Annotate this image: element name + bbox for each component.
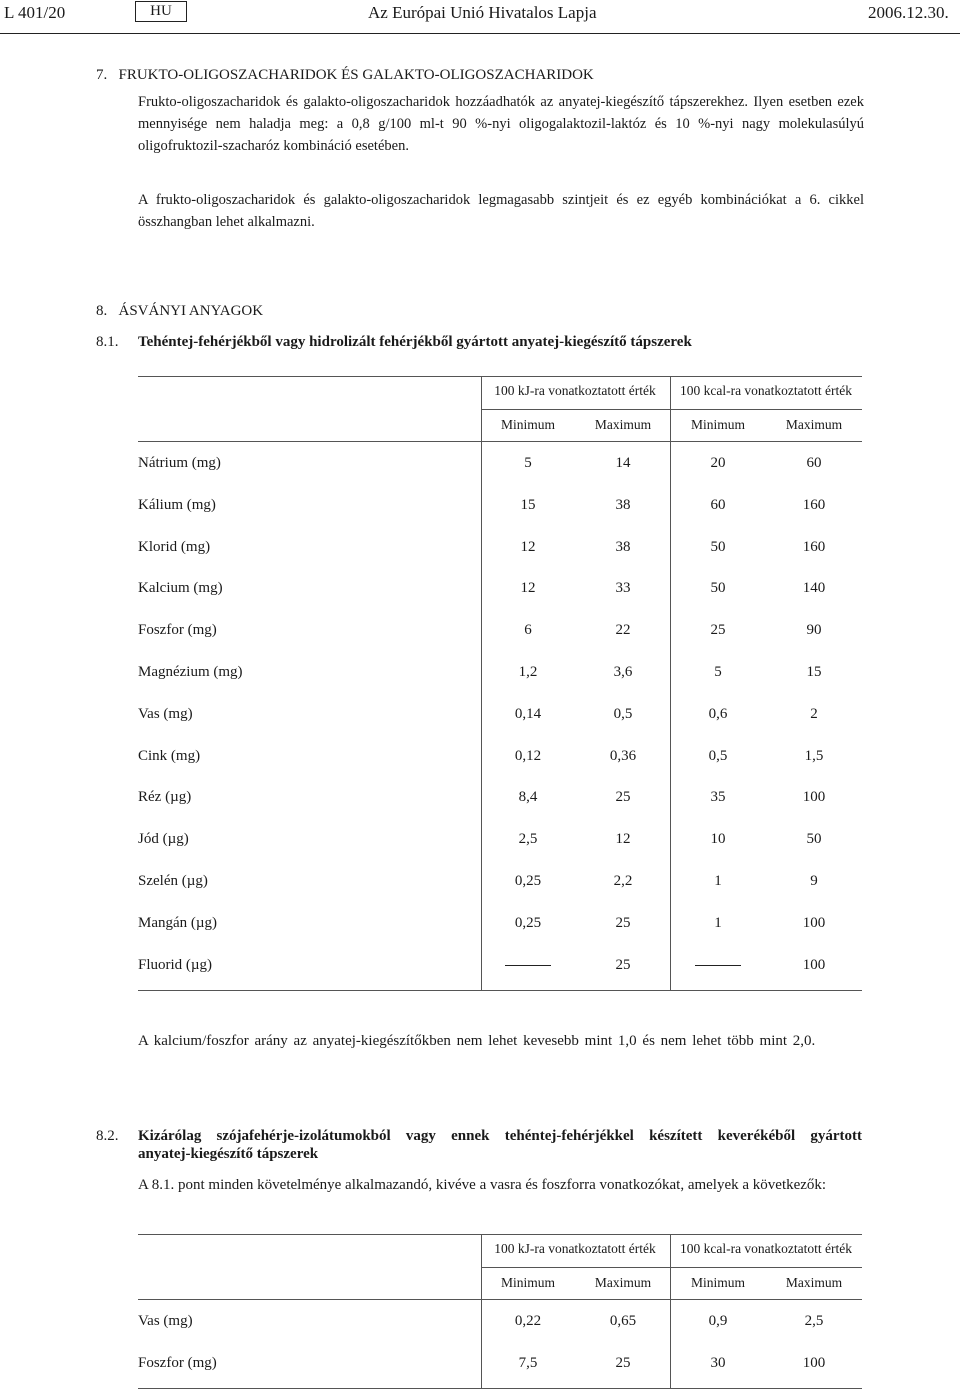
- calcium-phosphorus-note: A kalcium/foszfor arány az anyatej-kiegészítőkben nem lehet kevesebb mint 1,0 és nem lehet több mint 2,0.: [138, 1033, 816, 1049]
- table-cell: 0,9: [708, 1313, 728, 1329]
- language-badge: HU: [135, 1, 187, 22]
- table-cell: 2,5: [518, 831, 538, 848]
- table-cell: 0,5: [708, 747, 728, 764]
- table-cell: 0,22: [514, 1313, 542, 1329]
- column-header: Maximum: [594, 417, 652, 432]
- empty-value-dash: [505, 965, 551, 966]
- table-cell: 20: [710, 455, 726, 471]
- table-cell: 35: [710, 789, 726, 806]
- table-cell: 3,6: [613, 664, 633, 680]
- table-cell: 38: [615, 538, 631, 555]
- subsection-8-2-paragraph: A 8.1. pont minden követelménye alkalmazandó, kivéve a vasra és foszforra vonatkozókat, amelyek a következők:: [138, 1177, 827, 1193]
- row-label: Magnézium (mg): [138, 664, 243, 680]
- row-label: Vas (mg): [138, 1313, 193, 1329]
- table-header-bottom-rule: [138, 1299, 862, 1300]
- table-cell: 25: [710, 622, 726, 639]
- table-group-rule: [670, 376, 671, 990]
- table-cell: 22: [615, 622, 631, 639]
- table-column-rule: [481, 1234, 482, 1388]
- table-cell: 0,6: [708, 705, 728, 722]
- table-cell: 0,12: [514, 747, 542, 764]
- table-cell: 0,36: [609, 747, 637, 764]
- table-cell: 12: [615, 831, 631, 848]
- column-header: Maximum: [785, 417, 843, 432]
- table-cell: 1: [714, 873, 722, 889]
- row-label: Klorid (mg): [138, 538, 211, 555]
- table-cell: 8,4: [518, 789, 538, 806]
- column-header: Maximum: [785, 1275, 843, 1290]
- column-header: Minimum: [690, 1275, 745, 1290]
- section-7-paragraph-2: A frukto-oligoszacharidok és galakto-oligoszacharidok legmagasabb szintjeit és ez egyéb kombinációkat a 6. cikkel összhangban lehet alkalmazni.: [138, 192, 864, 230]
- row-label: Mangán (µg): [138, 914, 218, 931]
- table-header-rule: [481, 1267, 862, 1268]
- table-column-rule: [481, 376, 482, 990]
- row-label: Fluorid (µg): [138, 956, 213, 973]
- table-cell: 2,2: [613, 873, 633, 889]
- row-label: Kálium (mg): [138, 496, 216, 513]
- table-cell: 30: [710, 1355, 726, 1371]
- row-label: Kalcium (mg): [138, 580, 223, 597]
- group-header: 100 kJ-ra vonatkoztatott érték: [494, 1241, 656, 1256]
- table-bottom-rule: [138, 990, 862, 991]
- row-label: Szelén (µg): [138, 873, 208, 889]
- group-header: 100 kJ-ra vonatkoztatott érték: [494, 383, 656, 398]
- section-8-heading: 8. ÁSVÁNYI ANYAGOK: [96, 303, 264, 319]
- table-cell: 38: [615, 496, 631, 513]
- table-cell: 1: [714, 914, 722, 931]
- table-top-rule: [138, 376, 862, 377]
- table-cell: 2,5: [804, 1313, 824, 1329]
- table-cell: 12: [520, 580, 536, 597]
- header-divider: [0, 33, 960, 34]
- table-cell: 50: [806, 831, 822, 848]
- table-cell: 60: [806, 455, 822, 471]
- row-label: Cink (mg): [138, 747, 201, 764]
- subsection-8-2-number: 8.2.: [96, 1128, 119, 1144]
- table-cell: 100: [802, 1355, 826, 1371]
- table-cell: 25: [615, 1355, 631, 1371]
- row-label: Foszfor (mg): [138, 1355, 217, 1371]
- table-cell: 10: [710, 831, 726, 848]
- table-cell: 2: [810, 705, 818, 722]
- empty-value-dash: [695, 965, 741, 966]
- journal-title: Az Európai Unió Hivatalos Lapja: [368, 3, 597, 22]
- group-header: 100 kcal-ra vonatkoztatott érték: [679, 1241, 853, 1256]
- table-header-rule: [481, 409, 862, 410]
- table-cell: [483, 957, 573, 974]
- table-cell: 0,25: [514, 873, 542, 889]
- table-cell: 15: [806, 664, 822, 680]
- row-label: Nátrium (mg): [138, 455, 221, 471]
- table-cell: 1,5: [804, 747, 824, 764]
- table-cell: 6: [524, 622, 532, 639]
- subsection-8-2-title-line-2: anyatej-kiegészítő tápszerek: [138, 1146, 319, 1162]
- table-cell: 12: [520, 538, 536, 555]
- column-header: Minimum: [500, 1275, 555, 1290]
- table-cell: 7,5: [518, 1355, 538, 1371]
- column-header: Maximum: [594, 1275, 652, 1290]
- table-cell: 5: [524, 455, 532, 471]
- column-header: Minimum: [500, 417, 555, 432]
- table-cell: 15: [520, 496, 536, 513]
- table-cell: 33: [615, 580, 631, 597]
- table-cell: 60: [710, 496, 726, 513]
- row-label: Jód (µg): [138, 831, 189, 848]
- table-cell: 100: [802, 956, 826, 973]
- group-header: 100 kcal-ra vonatkoztatott érték: [679, 383, 853, 398]
- table-cell: 9: [810, 873, 818, 889]
- table-cell: 100: [802, 914, 826, 931]
- table-header-bottom-rule: [138, 441, 862, 442]
- row-label: Réz (µg): [138, 789, 192, 806]
- table-cell: 140: [802, 580, 826, 597]
- column-header: Minimum: [690, 417, 745, 432]
- subsection-8-1-title: Tehéntej-fehérjékből vagy hidrolizált fehérjékből gyártott anyatej-kiegészítő tápszerek: [138, 334, 692, 350]
- page-number: L 401/20: [4, 3, 66, 22]
- row-label: Foszfor (mg): [138, 622, 217, 639]
- publication-date: 2006.12.30.: [868, 3, 949, 22]
- table-cell: 25: [615, 789, 631, 806]
- table-cell: 0,25: [514, 914, 542, 931]
- table-cell: 0,14: [514, 705, 542, 722]
- subsection-8-1-number: 8.1.: [96, 334, 119, 350]
- table-cell: 90: [806, 622, 822, 639]
- subsection-8-2-title-line-1: Kizárólag szójafehérje-izolátumokból vagy ennek tehéntej-fehérjékkel készített keverékéből gyártott: [138, 1128, 862, 1144]
- table-cell: 160: [802, 538, 826, 555]
- table-top-rule: [138, 1234, 862, 1235]
- table-cell: 0,5: [613, 705, 633, 722]
- section-7-paragraph-1: Frukto-oligoszacharidok és galakto-oligoszacharidok hozzáadhatók az anyatej-kiegészítő tápszerekhez. Ilyen esetben ezek mennyisége nem haladja meg: a 0,8 g/100 ml-t 90 %-nyi oligogalaktozil-laktóz és 10 %-nyi nagy molekulasúlyú oligofruktozil-szacharóz kombináció esetében.: [138, 94, 864, 154]
- table-cell: 25: [615, 914, 631, 931]
- table-cell: 100: [802, 789, 826, 806]
- table-cell: 14: [615, 455, 631, 471]
- section-7-heading: 7. FRUKTO-OLIGOSZACHARIDOK ÉS GALAKTO-OLIGOSZACHARIDOK: [96, 67, 594, 83]
- table-cell: 25: [615, 956, 631, 973]
- table-cell: 50: [710, 580, 726, 597]
- table-cell: 50: [710, 538, 726, 555]
- table-cell: 160: [802, 496, 826, 513]
- table-cell: 5: [714, 664, 722, 680]
- table-cell: [673, 957, 763, 974]
- table-cell: 0,65: [609, 1313, 637, 1329]
- row-label: Vas (mg): [138, 705, 193, 722]
- table-cell: 1,2: [518, 664, 538, 680]
- table-group-rule: [670, 1234, 671, 1388]
